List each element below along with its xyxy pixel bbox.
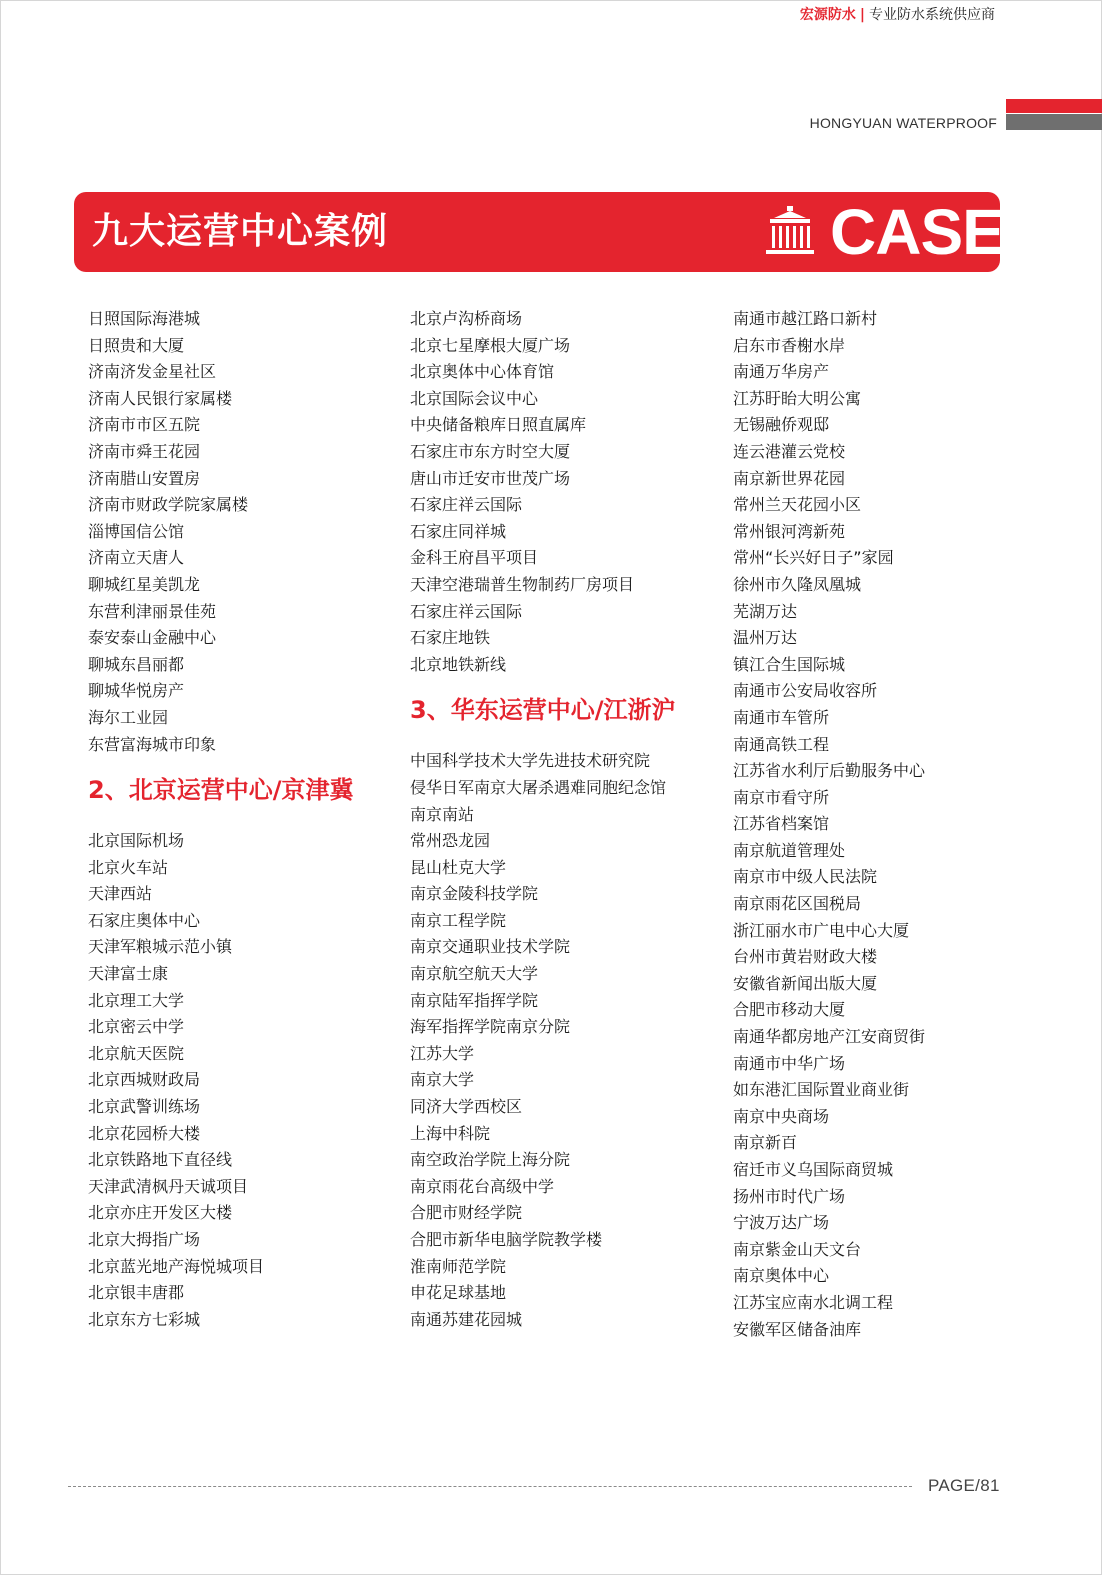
list-item: 聊城华悦房产: [88, 681, 185, 701]
brand-separator: |: [859, 7, 865, 23]
list-item: 中央储备粮库日照直属库: [410, 415, 587, 435]
list-item: 南通市越江路口新村: [733, 309, 878, 328]
section-heading-east-china: 3、华东运营中心/江浙沪: [410, 696, 676, 725]
list-item: 天津武清枫丹天诚项目: [88, 1176, 249, 1196]
list-item: 石家庄奥体中心: [88, 910, 201, 930]
list-item: 天津富士康: [88, 964, 169, 984]
list-item: 济南市舜王花园: [88, 441, 201, 461]
list-item: 海军指挥学院南京分院: [410, 1017, 571, 1037]
list-item: 石家庄市东方时空大厦: [410, 441, 571, 461]
list-item: 常州兰天花园小区: [733, 495, 862, 515]
list-item: 连云港灌云党校: [733, 441, 846, 461]
list-item: 江苏省档案馆: [733, 814, 830, 834]
list-item: 申花足球基地: [410, 1283, 507, 1303]
list-item: 石家庄同祥城: [410, 521, 507, 541]
list-item: 扬州市时代广场: [733, 1186, 846, 1206]
list-item: 北京理工大学: [88, 990, 185, 1010]
list-item: 宿迁市义乌国际商贸城: [733, 1160, 894, 1179]
list-item: 济南市财政学院家属楼: [88, 495, 249, 515]
list-item: 北京铁路地下直径线: [88, 1150, 233, 1170]
list-item: 淄博国信公馆: [88, 521, 185, 541]
case-list-east-china-cont: [733, 306, 1043, 1343]
list-item: 济南腊山安置房: [88, 468, 201, 488]
case-column-1: [88, 306, 398, 1333]
list-item: 北京国际机场: [88, 831, 185, 851]
list-item: 泰安泰山金融中心: [88, 628, 217, 648]
list-item: 石家庄地铁: [410, 628, 491, 648]
list-item: 南空政治学院上海分院: [410, 1150, 571, 1170]
list-item: 南京雨花台高级中学: [410, 1176, 555, 1196]
list-item: 江苏盱眙大明公寓: [733, 388, 862, 408]
list-item: 台州市黄岩财政大楼: [733, 947, 878, 967]
list-item: 昆山杜克大学: [410, 857, 507, 877]
list-item: 北京银丰唐郡: [88, 1283, 185, 1303]
list-item: 芜湖万达: [733, 601, 798, 621]
list-item: 北京卢沟桥商场: [410, 309, 523, 328]
list-item: 济南市市区五院: [88, 415, 201, 435]
list-item: 天津空港瑞普生物制药厂房项目: [410, 574, 635, 594]
list-item: 唐山市迁安市世茂广场: [410, 468, 571, 488]
list-item: 浙江丽水市广电中心大厦: [733, 920, 910, 940]
list-item: 南京雨花区国税局: [733, 894, 862, 914]
list-item: 镇江合生国际城: [733, 654, 846, 674]
list-item: 天津西站: [88, 884, 153, 904]
case-label: CASE: [830, 196, 1004, 268]
list-item: 南京大学: [410, 1070, 475, 1090]
list-item: 南京工程学院: [410, 910, 507, 930]
list-item: 东营利津丽景佳苑: [88, 601, 217, 621]
list-item: 徐州市久隆凤凰城: [733, 574, 862, 594]
list-item: 上海中科院: [410, 1123, 491, 1143]
list-item: 江苏宝应南水北调工程: [733, 1292, 894, 1312]
footer-divider: [68, 1486, 912, 1487]
list-item: 北京东方七彩城: [88, 1309, 201, 1329]
list-item: 济南人民银行家属楼: [88, 388, 233, 408]
list-item: 北京火车站: [88, 857, 169, 877]
list-item: 常州恐龙园: [410, 831, 491, 851]
list-item: 合肥市财经学院: [410, 1203, 523, 1223]
list-item: 天津军粮城示范小镇: [88, 937, 233, 957]
brand-tagline: 专业防水系统供应商: [869, 7, 995, 23]
list-item: 济南立天唐人: [88, 548, 185, 568]
list-item: 同济大学西校区: [410, 1097, 523, 1117]
list-item: 南通苏建花园城: [410, 1309, 523, 1329]
section-heading-beijing: 2、北京运营中心/京津冀: [88, 776, 354, 805]
list-item: 安徽军区储备油库: [733, 1319, 862, 1339]
list-item: 南通高铁工程: [733, 734, 830, 754]
case-list-shandong: [88, 306, 398, 758]
list-item: 济南济发金星社区: [88, 362, 217, 382]
case-list-beijing: [88, 828, 398, 1333]
list-item: 北京地铁新线: [410, 654, 507, 674]
list-item: 北京武警训练场: [88, 1097, 201, 1117]
case-column-2: [410, 306, 720, 1333]
list-item: 南通市车管所: [733, 707, 830, 727]
list-item: 北京航天医院: [88, 1043, 185, 1063]
list-item: 北京蓝光地产海悦城项目: [88, 1256, 265, 1276]
list-item: 北京大拇指广场: [88, 1230, 201, 1249]
list-item: 江苏大学: [410, 1043, 475, 1063]
case-list-east-china: [410, 748, 720, 1333]
list-item: 南京航空航天大学: [410, 964, 539, 984]
list-item: 东营富海城市印象: [88, 734, 217, 754]
list-item: 日照国际海港城: [88, 309, 201, 328]
brand-name: 宏源防水: [799, 7, 856, 23]
list-item: 无锡融侨观邸: [733, 415, 830, 435]
list-item: 南通市公安局收容所: [733, 681, 878, 701]
list-item: 聊城东昌丽都: [88, 654, 185, 674]
list-item: 侵华日军南京大屠杀遇难同胞纪念馆: [410, 777, 667, 797]
title-banner: [74, 192, 1004, 272]
list-item: 北京花园桥大楼: [88, 1123, 201, 1143]
list-item: 安徽省新闻出版大厦: [733, 973, 878, 993]
list-item: 石家庄祥云国际: [410, 495, 523, 515]
list-item: 南京新世界花园: [733, 468, 846, 488]
list-item: 日照贵和大厦: [88, 335, 185, 355]
list-item: 常州银河湾新苑: [733, 521, 846, 541]
list-item: 北京密云中学: [88, 1017, 185, 1037]
list-item: 南京新百: [733, 1133, 798, 1153]
list-item: 南京紫金山天文台: [733, 1239, 862, 1259]
list-item: 北京奥体中心体育馆: [410, 362, 555, 382]
list-item: 北京国际会议中心: [410, 388, 539, 408]
list-item: 南京市中级人民法院: [733, 867, 878, 887]
list-item: 中国科学技术大学先进技术研究院: [410, 751, 651, 771]
case-column-3: [733, 306, 1043, 1343]
list-item: 南京陆军指挥学院: [410, 990, 539, 1010]
list-item: 常州“长兴好日子”家园: [733, 548, 894, 568]
brand-accent-red: [1006, 99, 1102, 113]
list-item: 南通华都房地产江安商贸街: [733, 1027, 926, 1047]
list-item: 南京中央商场: [733, 1106, 830, 1126]
list-item: 南京南站: [410, 804, 475, 824]
list-item: 北京西城财政局: [88, 1070, 201, 1090]
list-item: 南京市看守所: [733, 787, 830, 807]
list-item: 海尔工业园: [88, 707, 169, 727]
building-icon: [766, 206, 814, 256]
list-item: 合肥市移动大厦: [733, 1000, 846, 1020]
list-item: 南京交通职业技术学院: [410, 937, 571, 957]
list-item: 石家庄祥云国际: [410, 601, 523, 621]
case-list-beijing-cont: [410, 306, 720, 678]
page-title: 九大运营中心案例: [92, 211, 389, 252]
list-item: 启东市香榭水岸: [733, 335, 846, 355]
brand-english: HONGYUAN WATERPROOF: [809, 115, 997, 131]
list-item: 北京七星摩根大厦广场: [410, 335, 571, 355]
page-number: PAGE/81: [928, 1476, 1000, 1495]
list-item: 南京金陵科技学院: [410, 884, 539, 904]
list-item: 金科王府昌平项目: [410, 548, 539, 568]
list-item: 南通万华房产: [733, 362, 830, 382]
list-item: 温州万达: [733, 628, 798, 648]
list-item: 江苏省水利厅后勤服务中心: [733, 761, 926, 781]
list-item: 南京奥体中心: [733, 1266, 830, 1286]
list-item: 南通市中华广场: [733, 1053, 846, 1073]
brand-header: [800, 4, 995, 26]
list-item: 淮南师范学院: [410, 1256, 507, 1276]
list-item: 聊城红星美凯龙: [88, 574, 201, 594]
list-item: 宁波万达广场: [733, 1213, 830, 1233]
list-item: 合肥市新华电脑学院教学楼: [410, 1230, 603, 1249]
brand-accent-gray: [1006, 114, 1102, 130]
list-item: 北京亦庄开发区大楼: [88, 1203, 233, 1223]
list-item: 如东港汇国际置业商业街: [733, 1080, 910, 1100]
list-item: 南京航道管理处: [733, 840, 846, 860]
